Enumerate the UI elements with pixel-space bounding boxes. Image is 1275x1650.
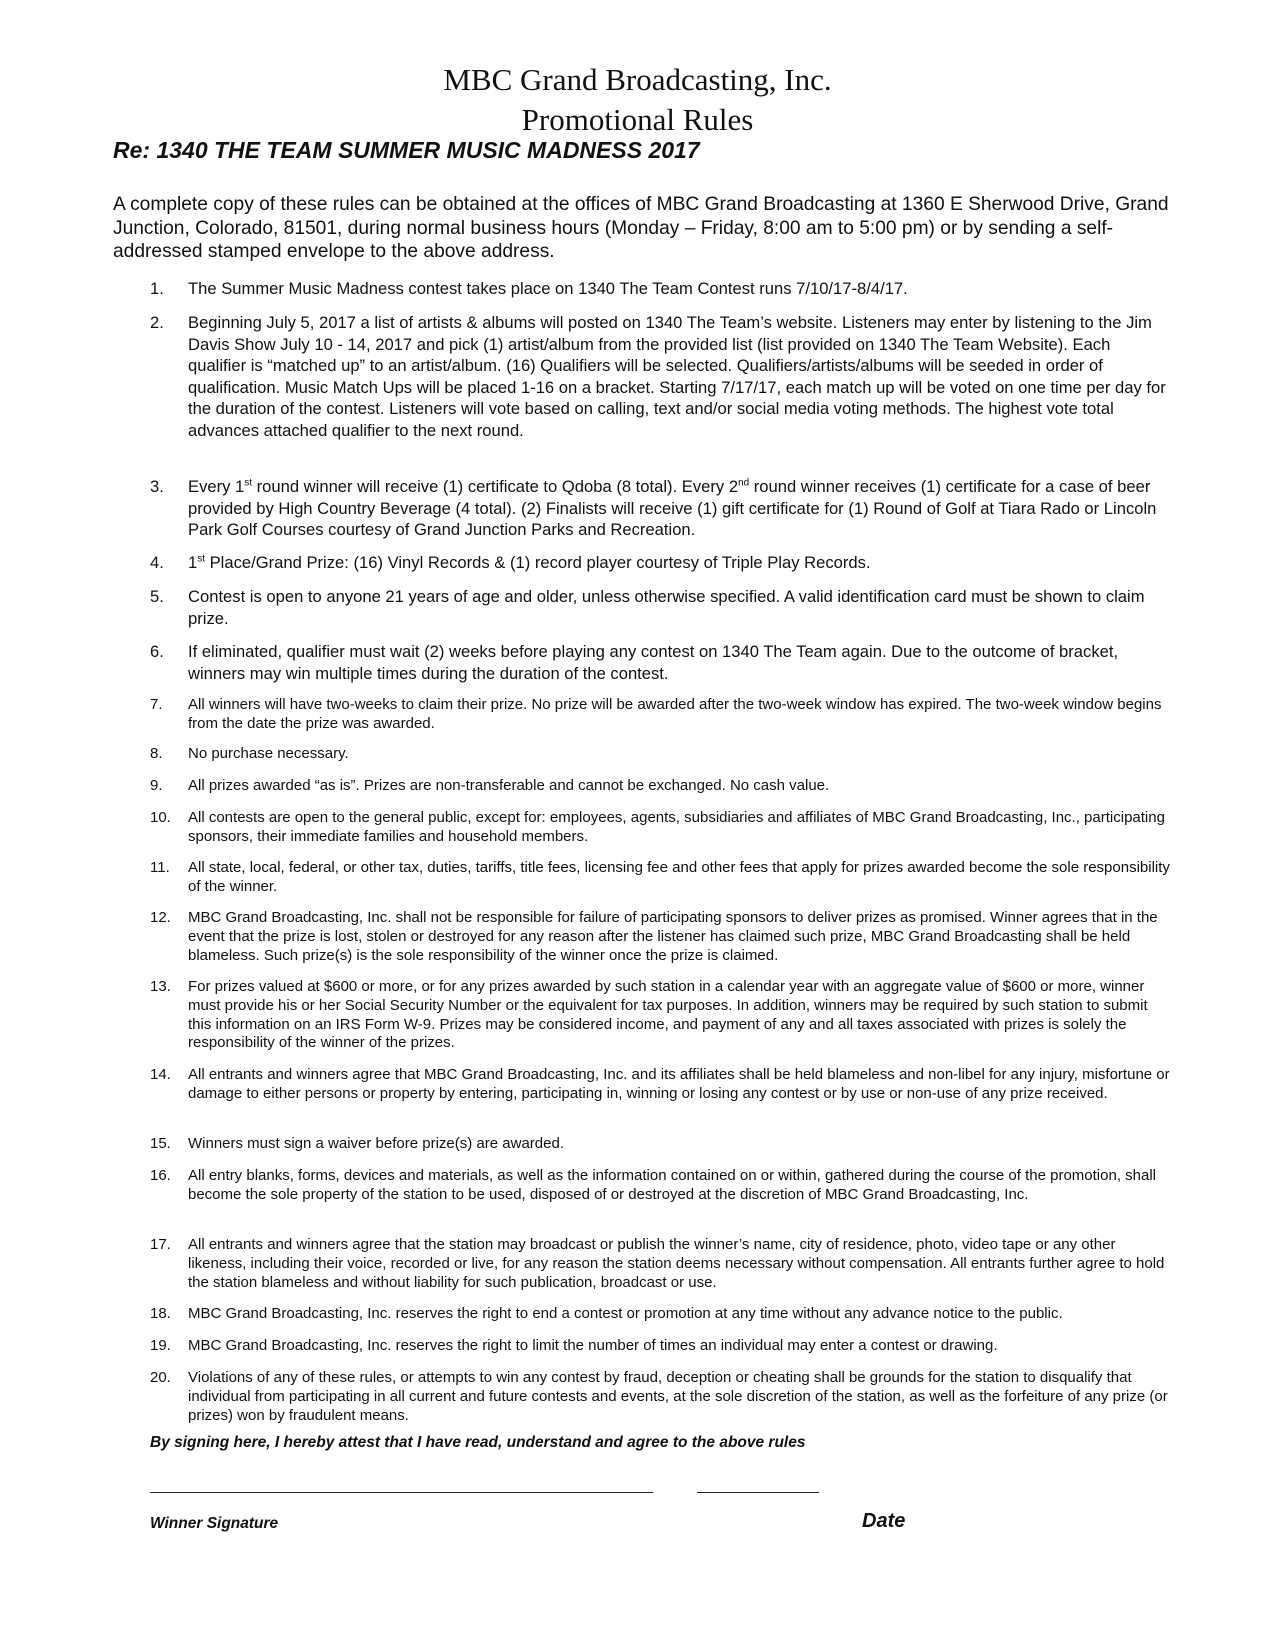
signature-line[interactable]	[150, 1492, 653, 1493]
rule-number: 18.	[150, 1305, 171, 1322]
company-name: MBC Grand Broadcasting, Inc.	[443, 62, 832, 97]
rule-text: All state, local, federal, or other tax, duties, tariffs, title fees, licensing fee and other fees that apply for prizes awarded become the sole responsibility of the winner.	[188, 859, 1170, 895]
rule-number: 17.	[150, 1236, 171, 1253]
rule-number: 4.	[150, 553, 164, 572]
rule-item	[140, 777, 1170, 796]
rule-item	[140, 586, 1170, 629]
attestation-statement: By signing here, I hereby attest that I have read, understand and agree to the above rules	[150, 1434, 806, 1451]
rule-number: 2.	[150, 313, 164, 332]
rule-number: 7.	[150, 696, 163, 713]
rule-number: 15.	[150, 1135, 171, 1152]
winner-signature-label: Winner Signature	[150, 1515, 279, 1532]
rule-text: Violations of any of these rules, or attempts to win any contest by fraud, deception or cheating shall be grounds for the station to disqualify that individual from participating in all current and future contests and events, at the sole discretion of the station, as well as the forfeiture of any prize (or prizes) won by fraudulent means.	[188, 1369, 1168, 1424]
rule-item	[140, 1135, 1170, 1154]
intro-paragraph: A complete copy of these rules can be obtained at the offices of MBC Grand Broadcasting at 1360 E Sherwood Drive, Grand Junction, Colorado, 81501, during normal business hours (Monday – Friday, 8:00 am to 5:00 pm) or by sending a self-addressed stamped envelope to the above address.	[113, 194, 1169, 262]
rule-text: All entry blanks, forms, devices and materials, as well as the information contained on or within, gathered during the course of the promotion, shall become the sole property of the station to be used, disposed of or destroyed at the discretion of MBC Grand Broadcasting, Inc.	[188, 1167, 1157, 1203]
rule-number: 13.	[150, 978, 171, 995]
rule-text: Winners must sign a waiver before prize(s) are awarded.	[188, 1135, 564, 1152]
rule-number: 14.	[150, 1066, 171, 1083]
rule-item	[140, 696, 1170, 734]
rule-item	[140, 1236, 1170, 1292]
rule-text: For prizes valued at $600 or more, or for any prizes awarded by such station in a calendar year with an aggregate value of $600 or more, winner must provide his or her Social Security Number or the equivalent for tax purposes. In addition, winners may be required by such station to submit this information on an IRS Form W-9. Prizes may be considered income, and payment of any and all taxes associated with prizes is solely the responsibility of the winner of the prizes.	[188, 978, 1148, 1052]
rule-text: MBC Grand Broadcasting, Inc. shall not be responsible for failure of participating sponsors to deliver prizes as promised. Winner agrees that in the event that the prize is lost, stolen or destroyed for any reason after the listener has claimed such prize, MBC Grand Broadcasting shall be held blameless. Such prize(s) is the sole responsibility of the winner once the prize is claimed.	[188, 909, 1158, 964]
rule-item	[140, 1066, 1170, 1104]
rule-number: 8.	[150, 745, 163, 762]
rule-item	[140, 859, 1170, 897]
rule-text: The Summer Music Madness contest takes place on 1340 The Team Contest runs 7/10/17-8/4/17.	[188, 279, 908, 298]
rule-number: 1.	[150, 279, 164, 298]
rule-item	[140, 278, 1170, 300]
rule-number: 11.	[150, 859, 170, 876]
rule-number: 20.	[150, 1369, 171, 1386]
date-line[interactable]	[697, 1492, 819, 1493]
rule-item	[140, 476, 1170, 541]
rule-number: 9.	[150, 777, 163, 794]
rule-text: Beginning July 5, 2017 a list of artists & albums will posted on 1340 The Team’s website. Listeners may enter by listening to the Jim Davis Show July 10 - 14, 2017 and pick (1) artist/album from the provided list (list provided on 1340 The Team Website). Each qualifier is “matched up” to an artist/album. (16) Qualifiers will be selected. Qualifiers/artists/albums will be seeded in order of qualification. Music Match Ups will be placed 1-16 on a bracket. Starting 7/17/17, each match up will be voted on one time per day for the duration of the contest. Listeners will vote based on calling, text and/or social media voting methods. The highest vote total advances attached qualifier to the next round.	[188, 313, 1166, 440]
rule-text: If eliminated, qualifier must wait (2) weeks before playing any contest on 1340 The Team again. Due to the outcome of bracket, winners may win multiple times during the duration of the contest.	[188, 642, 1119, 683]
rule-number: 3.	[150, 477, 164, 496]
rule-text: All entrants and winners agree that the station may broadcast or publish the winner’s name, city of residence, photo, video tape or any other likeness, including their voice, recorded or live, for any reason the station deems necessary without compensation. All entrants further agree to hold the station blameless and without liability for such publication, broadcast or use.	[188, 1236, 1165, 1291]
rule-text: All entrants and winners agree that MBC Grand Broadcasting, Inc. and its affiliates shall be held blameless and non-libel for any injury, misfortune or damage to either persons or property by entering, participating in, winning or losing any contest or by use or non-use of any prize received.	[188, 1066, 1170, 1102]
rule-item	[140, 1305, 1170, 1324]
document-title: Promotional Rules	[521, 102, 754, 137]
date-label: Date	[862, 1510, 906, 1532]
rule-text: All contests are open to the general public, except for: employees, agents, subsidiaries and affiliates of MBC Grand Broadcasting, Inc., participating sponsors, their immediate families and household members.	[188, 809, 1165, 845]
rule-text: All winners will have two-weeks to claim their prize. No prize will be awarded after the two-week window has expired. The two-week window begins from the date the prize was awarded.	[188, 696, 1162, 732]
rule-number: 5.	[150, 587, 164, 606]
rule-item	[140, 1337, 1170, 1356]
rule-text: MBC Grand Broadcasting, Inc. reserves the right to end a contest or promotion at any time without any advance notice to the public.	[188, 1305, 1063, 1322]
rule-item	[140, 1167, 1170, 1205]
rule-item	[140, 312, 1170, 441]
rule-text: MBC Grand Broadcasting, Inc. reserves the right to limit the number of times an individual may enter a contest or drawing.	[188, 1337, 998, 1354]
rule-item	[140, 978, 1170, 1053]
rule-number: 10.	[150, 809, 171, 826]
rule-text: All prizes awarded “as is”. Prizes are non-transferable and cannot be exchanged. No cash value.	[188, 777, 830, 794]
rule-number: 19.	[150, 1337, 171, 1354]
rule-text: No purchase necessary.	[188, 745, 349, 762]
rule-item	[140, 809, 1170, 847]
rule-item	[140, 552, 1170, 574]
rule-item	[140, 641, 1170, 684]
rule-item	[140, 745, 1170, 764]
rule-text: 1st Place/Grand Prize: (16) Vinyl Records & (1) record player courtesy of Triple Play Records.	[188, 553, 871, 572]
rule-text: Contest is open to anyone 21 years of age and older, unless otherwise specified. A valid identification card must be shown to claim prize.	[188, 587, 1145, 628]
re-line: Re: 1340 THE TEAM SUMMER MUSIC MADNESS 2017	[113, 137, 700, 163]
rule-item	[140, 909, 1170, 965]
rule-number: 16.	[150, 1167, 171, 1184]
rule-item	[140, 1369, 1170, 1425]
rule-number: 12.	[150, 909, 171, 926]
rule-text: Every 1st round winner will receive (1) certificate to Qdoba (8 total). Every 2nd round winner receives (1) certificate for a case of beer provided by High Country Beverage (4 total). (2) Finalists will receive (1) gift certificate for (1) Round of Golf at Tiara Rado or Lincoln Park Golf Courses courtesy of Grand Junction Parks and Recreation.	[188, 477, 1157, 539]
rule-number: 6.	[150, 642, 164, 661]
